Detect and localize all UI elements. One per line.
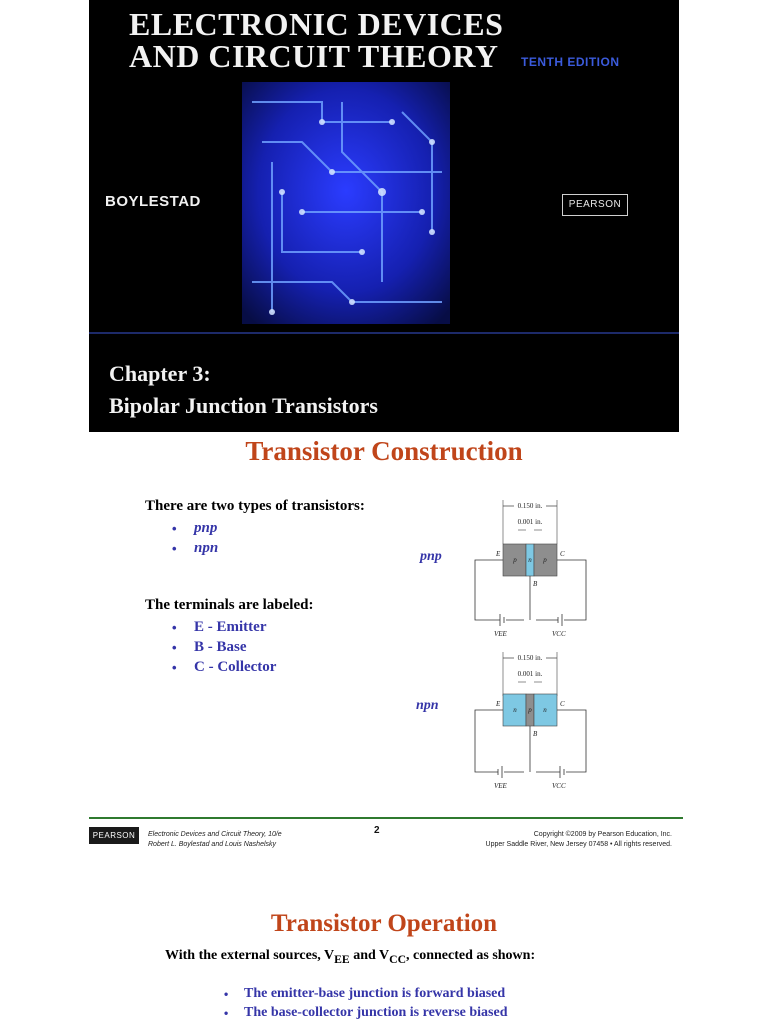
emitter-terminal: E bbox=[496, 550, 501, 558]
footer-book-title: Electronic Devices and Circuit Theory, 10/e bbox=[148, 831, 282, 838]
list-item: • C - Collector bbox=[172, 658, 277, 675]
slide-title-operation: Transistor Operation bbox=[270, 910, 498, 937]
cover-divider bbox=[89, 332, 679, 334]
base-terminal: B bbox=[533, 580, 538, 588]
collector-terminal: C bbox=[560, 550, 565, 558]
chapter-title: Bipolar Junction Transistors bbox=[109, 393, 378, 418]
collector-terminal: C bbox=[560, 700, 565, 708]
bullet-icon: • bbox=[172, 619, 177, 635]
types-intro: There are two types of transistors: bbox=[145, 498, 365, 514]
slide-title-construction: Transistor Construction bbox=[245, 436, 523, 466]
types-list bbox=[172, 518, 218, 558]
pnp-label: pnp bbox=[420, 549, 442, 564]
operation-intro: With the external sources, $V_{EE}$ and $V_{CC}$, connected as shown: bbox=[165, 948, 536, 966]
bullet-icon: • bbox=[172, 639, 177, 655]
footer-divider bbox=[89, 817, 683, 819]
edition-label: TENTH EDITION bbox=[521, 55, 620, 69]
list-item: • E - Emitter bbox=[172, 618, 267, 635]
width-label: 0.150 in. bbox=[517, 654, 543, 662]
book-title-line2: AND CIRCUIT THEORY bbox=[129, 38, 499, 74]
layer-label: p bbox=[513, 556, 517, 564]
vee-label: VEE bbox=[494, 782, 507, 790]
bullet-icon: • bbox=[172, 540, 177, 556]
width-label: 0.150 in. bbox=[517, 502, 543, 510]
layer-label: n bbox=[513, 706, 517, 714]
bullet-icon: • bbox=[172, 659, 177, 675]
chapter-heading bbox=[109, 358, 378, 422]
vcc-label: VCC bbox=[552, 782, 566, 790]
book-title-line1: ELECTRONIC DEVICES bbox=[129, 6, 504, 42]
footer-authors: Robert L. Boylestad and Louis Nashelsky bbox=[148, 841, 277, 848]
layer-label: p bbox=[528, 706, 532, 714]
base-terminal: B bbox=[533, 730, 538, 738]
pnp-diagram bbox=[470, 496, 600, 646]
layer-label: p bbox=[543, 556, 547, 564]
operation-list bbox=[224, 984, 508, 1022]
circuit-board-art bbox=[242, 82, 450, 324]
base-width-label: 0.001 in. bbox=[517, 518, 543, 526]
footer-copyright bbox=[486, 830, 672, 850]
emitter-terminal: E bbox=[496, 700, 501, 708]
base-width-label: 0.001 in. bbox=[517, 670, 543, 678]
terminals-intro: The terminals are labeled: bbox=[145, 597, 314, 613]
chapter-number: Chapter 3: bbox=[109, 361, 211, 386]
list-item: • The emitter-base junction is forward biased bbox=[224, 985, 506, 1001]
copyright-line: Copyright ©2009 by Pearson Education, Inc. bbox=[533, 831, 672, 838]
publisher-logo: PEARSON bbox=[562, 194, 628, 216]
list-item: • npn bbox=[172, 539, 219, 556]
bullet-icon: • bbox=[172, 520, 177, 536]
layer-label: n bbox=[543, 706, 547, 714]
cover-slide bbox=[89, 0, 679, 432]
page-number: 2 bbox=[374, 825, 380, 836]
layer-label: n bbox=[528, 556, 532, 564]
npn-label: npn bbox=[416, 698, 439, 713]
footer-book-info bbox=[148, 830, 282, 850]
author-name: BOYLESTAD bbox=[105, 193, 201, 210]
vcc-label: VCC bbox=[552, 630, 566, 638]
vee-label: VEE bbox=[494, 630, 507, 638]
list-item: • The base-collector junction is reverse biased bbox=[224, 1004, 508, 1020]
list-item: • pnp bbox=[172, 519, 218, 536]
npn-diagram bbox=[470, 648, 600, 798]
bullet-icon: • bbox=[224, 986, 229, 1001]
bullet-icon: • bbox=[224, 1005, 229, 1020]
footer-publisher-logo: PEARSON bbox=[89, 827, 139, 844]
address-line: Upper Saddle River, New Jersey 07458 • All rights reserved. bbox=[485, 841, 672, 848]
terminals-list bbox=[172, 617, 276, 677]
circuit-board-image bbox=[242, 82, 450, 324]
list-item: • B - Base bbox=[172, 638, 247, 655]
